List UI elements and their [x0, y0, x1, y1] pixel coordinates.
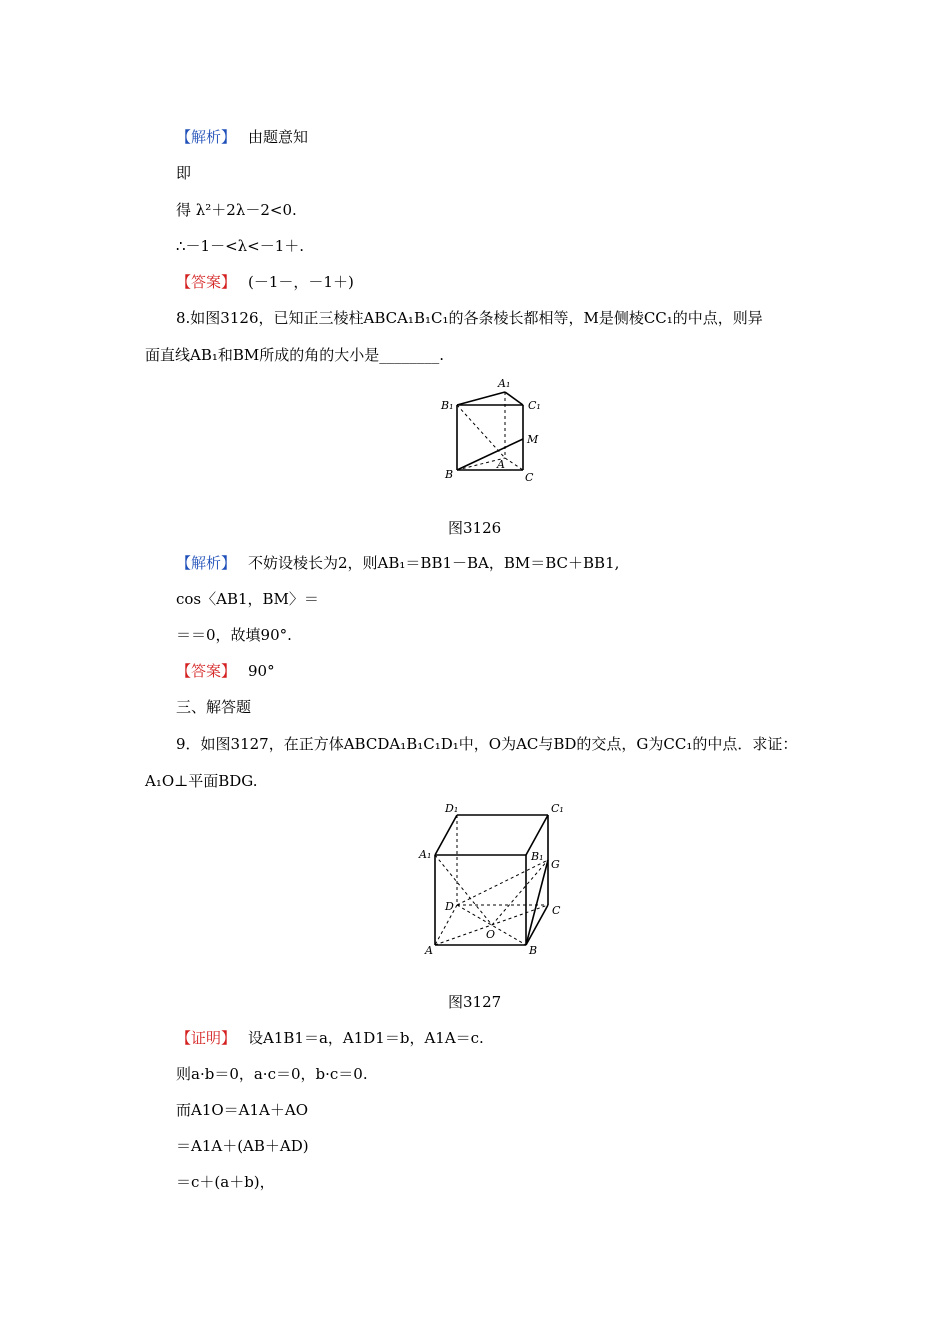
- analysis-line-1: [176, 127, 308, 147]
- answer-line-2: [176, 661, 275, 681]
- analysis-line-2: [176, 553, 619, 573]
- text-line: ∴－1－<λ<－1＋.: [176, 237, 305, 255]
- text-line: 而A1O＝A1A＋AO: [176, 1101, 309, 1119]
- figure-3126-prism: [435, 375, 555, 487]
- label-a: A: [425, 944, 433, 957]
- analysis-tag: 【解析】: [176, 554, 237, 572]
- segment-bm: [457, 439, 523, 470]
- label-c1: C₁: [528, 399, 541, 412]
- segment-ab1: [457, 405, 505, 458]
- edge-b-c: [526, 905, 548, 945]
- text-line: 得 λ²＋2λ－2<0.: [176, 201, 297, 219]
- line-text: 设A1B1＝a，A1D1＝b，A1A＝c.: [248, 1029, 484, 1047]
- edge-a1-c1: [505, 392, 523, 405]
- hidden-edge-a-c: [505, 458, 523, 470]
- line-text: 由题意知: [248, 128, 309, 146]
- line-text: 90°: [248, 662, 275, 680]
- answer-tag: 【答案】: [176, 273, 237, 291]
- segment-a1o: [435, 855, 492, 925]
- section-heading: 三、解答题: [176, 698, 252, 716]
- figure-3126-caption: 图3126: [448, 519, 502, 537]
- question-8-line-1: 8.如图3126，已知正三棱柱ABCA₁B₁C₁的各条棱长都相等，M是侧棱CC₁的中点，则异: [176, 309, 763, 327]
- label-b: B: [445, 468, 454, 481]
- text-line: 即: [176, 164, 192, 182]
- figure-3127-caption: 图3127: [448, 993, 502, 1011]
- label-c1: C₁: [551, 802, 564, 815]
- text-line: 则a·b＝0，a·c＝0，b·c＝0.: [176, 1065, 368, 1083]
- analysis-tag: 【解析】: [176, 128, 237, 146]
- answer-tag: 【答案】: [176, 662, 237, 680]
- question-9-line-2: A₁O⊥平面BDG.: [145, 772, 258, 790]
- label-a1: A₁: [498, 377, 511, 390]
- label-a: A: [497, 458, 505, 471]
- label-o: O: [486, 928, 496, 941]
- label-a1: A₁: [419, 848, 432, 861]
- question-9-line-1: 9．如图3127，在正方体ABCDA₁B₁C₁D₁中，O为AC与BD的交点，G为CC₁的中点．求证：: [176, 735, 798, 753]
- label-c: C: [525, 471, 534, 484]
- edge-d1-a1: [435, 815, 457, 855]
- text-line: cos〈AB1，BM〉＝: [176, 590, 319, 608]
- label-b1: B₁: [441, 399, 454, 412]
- line-text: (－1－，－1＋): [248, 273, 354, 291]
- edge-b1-a1: [457, 392, 505, 405]
- figure-3127-cube: [415, 800, 575, 960]
- line-text: 不妨设棱长为2，则AB₁＝BB1－BA，BM＝BC＋BB1,: [248, 554, 620, 572]
- label-g: G: [551, 858, 560, 871]
- proof-tag: 【证明】: [176, 1029, 237, 1047]
- question-8-line-2: 面直线AB₁和BM所成的角的大小是________.: [145, 346, 445, 364]
- label-c: C: [552, 904, 561, 917]
- label-b: B: [529, 944, 538, 957]
- label-m: M: [527, 433, 539, 446]
- label-b1: B₁: [531, 850, 544, 863]
- edge-c1-b1: [526, 815, 548, 855]
- label-d1: D₁: [445, 802, 459, 815]
- text-line: ＝＝0，故填90°.: [176, 626, 292, 644]
- text-line: ＝c＋(a＋b)，: [176, 1173, 275, 1191]
- proof-line: [176, 1028, 484, 1048]
- text-line: ＝A1A＋(AB＋AD): [176, 1137, 309, 1155]
- answer-line-1: [176, 272, 354, 292]
- label-d: D: [445, 900, 454, 913]
